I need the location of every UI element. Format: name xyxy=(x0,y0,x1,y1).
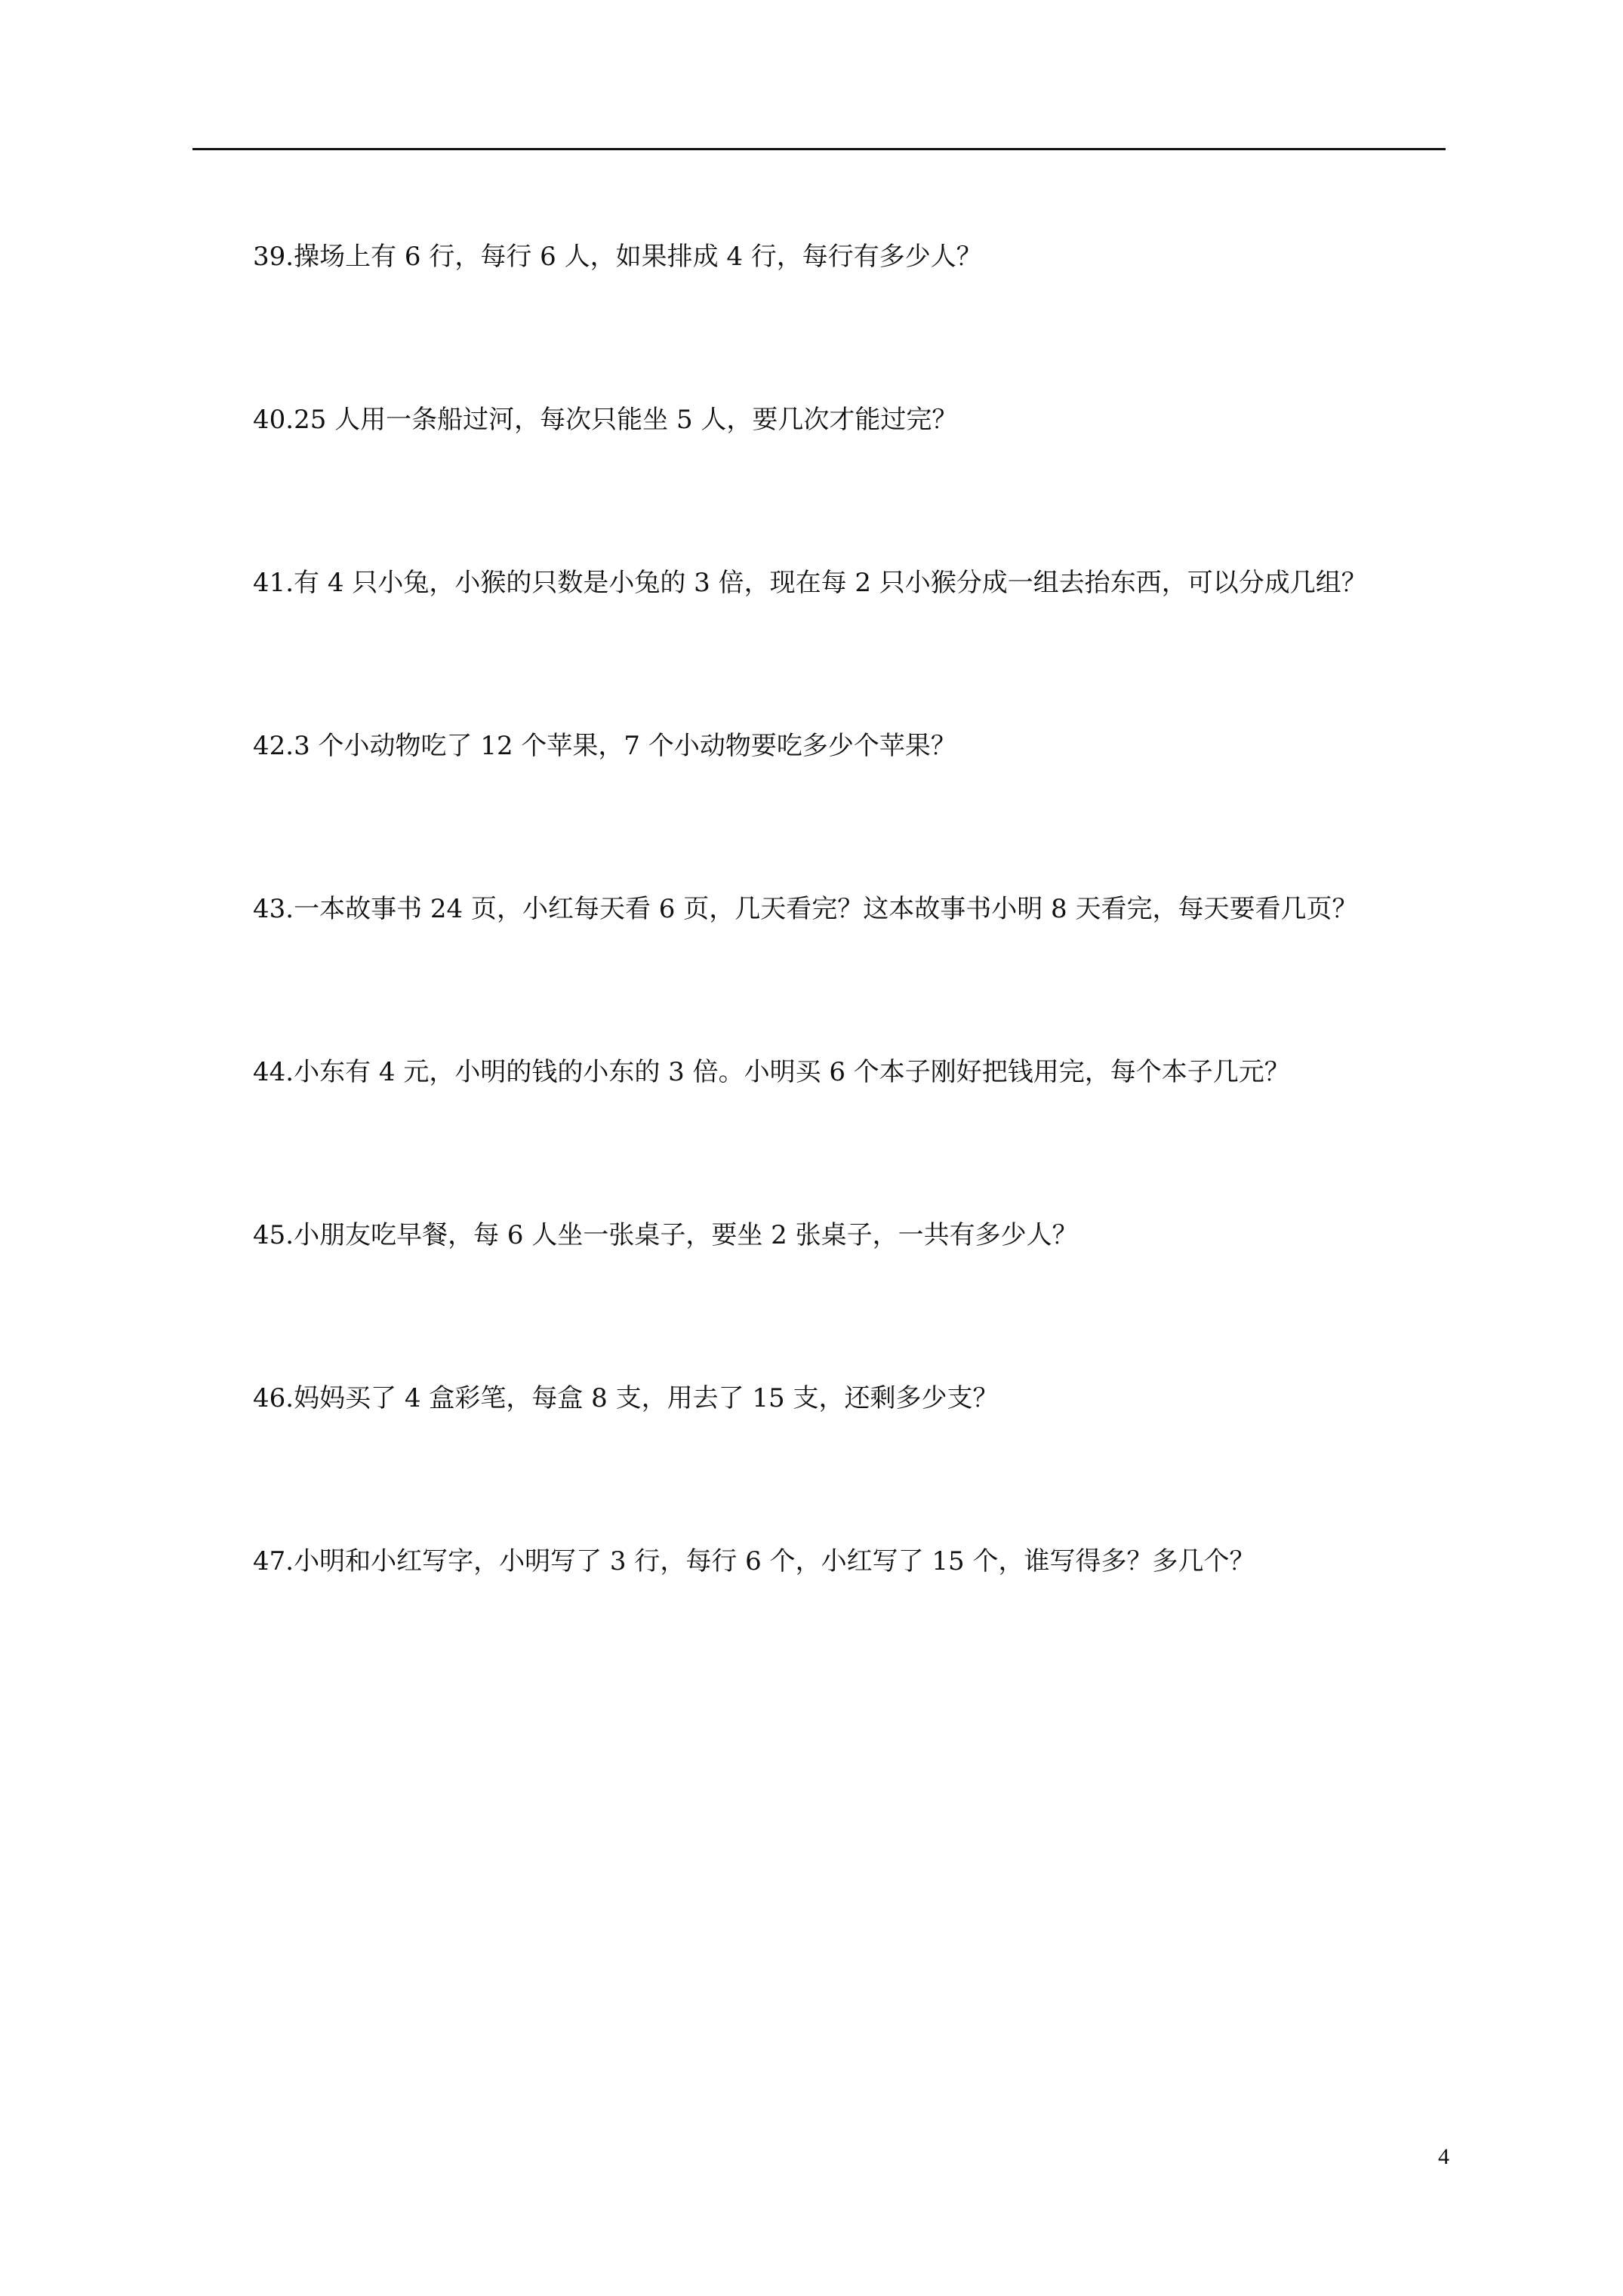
header-rule xyxy=(192,148,1446,150)
question-40: 40.25 人用一条船过河，每次只能坐 5 人，要几次才能过完？ xyxy=(253,405,958,435)
page-number: 4 xyxy=(1438,2144,1449,2169)
question-43: 43.一本故事书 24 页，小红每天看 6 页，几天看完？这本故事书小明 8 天看完，每天要看几页？ xyxy=(253,894,1358,924)
question-39: 39.操场上有 6 行，每行 6 人，如果排成 4 行，每行有多少人？ xyxy=(253,242,982,272)
question-42: 42.3 个小动物吃了 12 个苹果，7 个小动物要吃多少个苹果？ xyxy=(253,731,956,761)
question-47: 47.小明和小红写字，小明写了 3 行，每行 6 个，小红写了 15 个，谁写得多？多几个？ xyxy=(253,1546,1255,1576)
question-46: 46.妈妈买了 4 盒彩笔，每盒 8 支，用去了 15 支，还剩多少支？ xyxy=(253,1383,999,1413)
question-44: 44.小东有 4 元，小明的钱的小东的 3 倍。小明买 6 个本子刚好把钱用完，每个本子几元？ xyxy=(253,1057,1290,1087)
question-list xyxy=(253,230,1461,1698)
question-41: 41.有 4 只小兔，小猴的只数是小兔的 3 倍，现在每 2 只小猴分成一组去抬东西，可以分成几组？ xyxy=(253,568,1367,598)
question-45: 45.小朋友吃早餐，每 6 人坐一张桌子，要坐 2 张桌子，一共有多少人？ xyxy=(253,1220,1078,1250)
